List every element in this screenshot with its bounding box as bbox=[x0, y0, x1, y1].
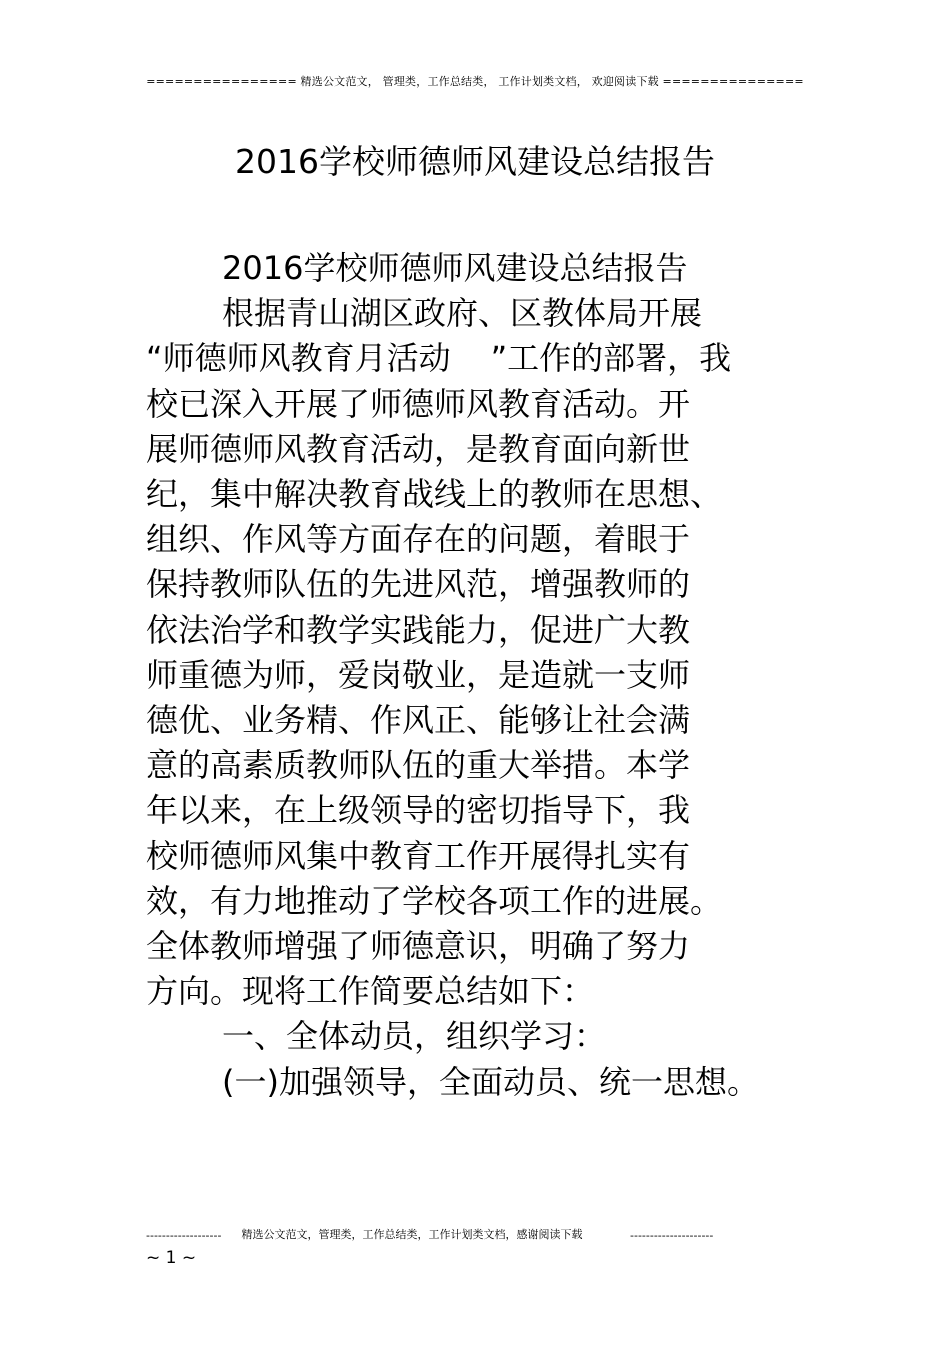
body-line: 保持教师队伍的先进风范，增强教师的 bbox=[146, 565, 691, 604]
body-line: 校已深入开展了师德师风教育活动。开 bbox=[146, 384, 691, 423]
body-line: 全体教师增强了师德意识，明确了努力 bbox=[146, 927, 691, 966]
document-body bbox=[146, 246, 806, 1105]
body-line: 依法治学和教学实践能力，促进广大教 bbox=[146, 610, 691, 649]
body-line: 方向。现将工作简要总结如下： bbox=[146, 972, 595, 1011]
body-line bbox=[146, 336, 806, 381]
body-line-fragment: ”工作的部署，我 bbox=[490, 339, 732, 378]
section-heading: 一、全体动员，组织学习： bbox=[222, 1017, 607, 1056]
body-subtitle: 2016学校师德师风建设总结报告 bbox=[222, 249, 688, 287]
body-line: 年以来，在上级领导的密切指导下，我 bbox=[146, 791, 691, 830]
body-line: 德优、业务精、作风正、能够让社会满 bbox=[146, 701, 691, 740]
body-line: 师重德为师，爱岗敬业，是造就一支师 bbox=[146, 655, 691, 694]
footer-dashes-right: --------------------- bbox=[630, 1229, 714, 1242]
document-title: 2016学校师德师风建设总结报告 bbox=[235, 142, 715, 181]
page-footer bbox=[146, 1226, 786, 1242]
body-line: 校师德师风集中教育工作开展得扎实有 bbox=[146, 836, 691, 875]
body-line: 根据青山湖区政府、区教体局开展 bbox=[222, 294, 703, 333]
body-line: 展师德师风教育活动，是教育面向新世 bbox=[146, 429, 691, 468]
footer-text: 精选公文范文，管理类，工作总结类，工作计划类文档，感谢阅读下载 bbox=[241, 1228, 583, 1241]
body-line: 组织、作风等方面存在的问题，着眼于 bbox=[146, 520, 691, 559]
page-header: ================ 精选公文范文， 管理类，工作总结类， 工作计划类文档， 欢迎阅读下载 =============== bbox=[146, 75, 804, 88]
page-number: ~ 1 ~ bbox=[146, 1248, 197, 1268]
body-line: 效，有力地推动了学校各项工作的进展。 bbox=[146, 881, 723, 920]
body-line-fragment: “师德师风教育月活动 bbox=[146, 339, 451, 378]
footer-dashes-left: ------------------- bbox=[146, 1229, 222, 1242]
body-line: 纪，集中解决教育战线上的教师在思想、 bbox=[146, 475, 723, 514]
subsection-heading: (一)加强领导，全面动员、统一思想。 bbox=[222, 1062, 759, 1101]
body-line: 意的高素质教师队伍的重大举措。本学 bbox=[146, 746, 691, 785]
